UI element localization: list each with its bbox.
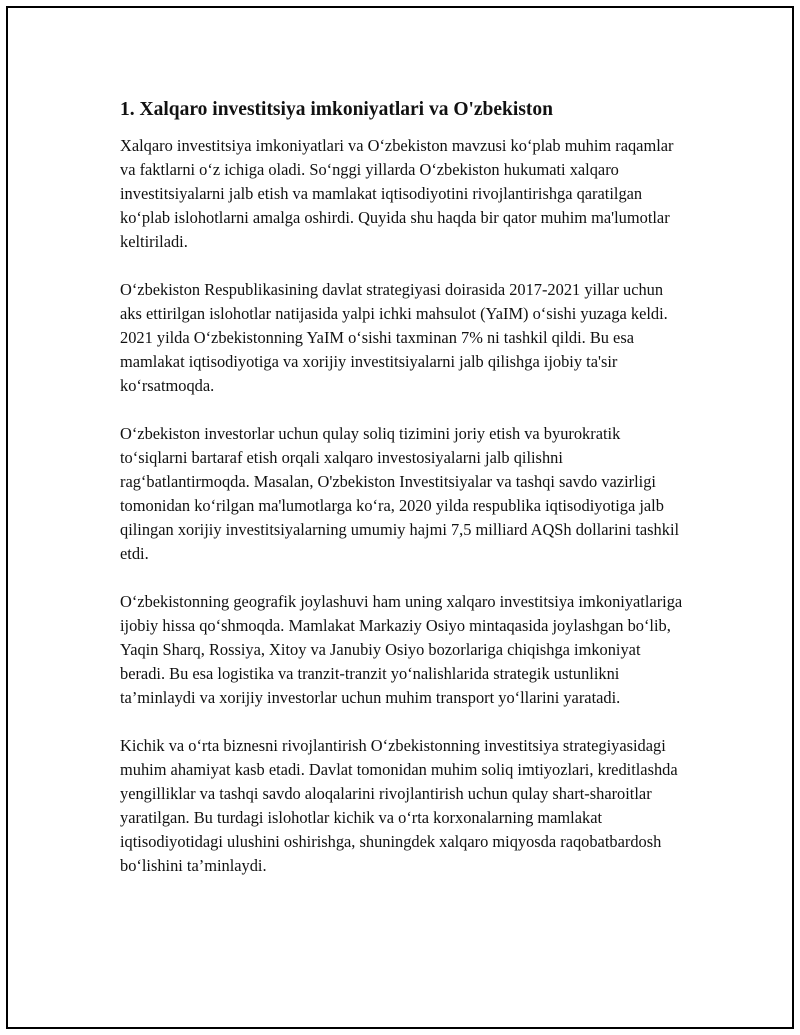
paragraph-5: Kichik va o‘rta biznesni rivojlantirish O‘zbekistonning investitsiya strategiyasidagi muhim ahamiyat kasb etadi. Davlat tomonidan muhim soliq imtiyozlari, kreditlashda yengilliklar va tashqi savdo aloqalarini rivojlantirish uchun qulay shart-sharoitlar yaratilgan. Bu turdagi islohotlar kichik va o‘rta korxonalarning mamlakat iqtisodiyotidagi ulushini oshirishga, shuningdek xalqaro miqyosda raqobatbardosh bo‘lishini ta’minlaydi.: [120, 736, 678, 875]
paragraph-3: O‘zbekiston investorlar uchun qulay soliq tizimini joriy etish va byurokratik to‘siqlarni bartaraf etish orqali xalqaro investosiyalarni jalb qilishni rag‘batlantirmoqda. Masalan, O'zbekiston Investitsiyalar va tashqi savdo vazirligi tomonidan ko‘rilgan ma'lumotlarga ko‘ra, 2020 yilda respublika iqtisodiyotiga jalb qilingan xorijiy investitsiyalarning umumiy hajmi 7,5 milliard AQSh dollarini tashkil etdi.: [120, 424, 680, 563]
paragraph-2: O‘zbekiston Respublikasining davlat strategiyasi doirasida 2017-2021 yillar uchun aks ettirilgan islohotlar natijasida yalpi ichki mahsulot (YaIM) o‘sishi yuzaga keldi. 2021 yilda O‘zbekistonning YaIM o‘sishi taxminan 7% ni tashkil qildi. Bu esa mamlakat iqtisodiyotiga va xorijiy investitsiyalarni jalb qilishga ijobiy ta'sir ko‘rsatmoqda.: [120, 280, 668, 395]
paragraph-1: Xalqaro investitsiya imkoniyatlari va O‘zbekiston mavzusi ko‘plab muhim raqamlar va faktlarni o‘z ichiga oladi. So‘nggi yillarda O‘zbekiston hukumati xalqaro investitsiyalarni jalb etish va mamlakat iqtisodiyotini rivojlantirishga qaratilgan ko‘plab islohotlarni amalga oshirdi. Quyida shu haqda bir qator muhim ma'lumotlar keltiriladi.: [120, 136, 674, 251]
page-frame: [6, 6, 794, 1029]
section-heading: 1. Xalqaro investitsiya imkoniyatlari va O'zbekiston: [120, 99, 553, 120]
paragraph-4: O‘zbekistonning geografik joylashuvi ham uning xalqaro investitsiya imkoniyatlariga ijobiy hissa qo‘shmoqda. Mamlakat Markaziy Osiyo mintaqasida joylashgan bo‘lib, Yaqin Sharq, Rossiya, Xitoy va Janubiy Osiyo bozorlariga chiqishga imkoniyat beradi. Bu esa logistika va tranzit-tranzit yo‘nalishlarida strategik ustunlikni ta’minlaydi va xorijiy investorlar uchun muhim transport yo‘llarini yaratadi.: [120, 592, 683, 707]
document-body: [120, 96, 685, 902]
